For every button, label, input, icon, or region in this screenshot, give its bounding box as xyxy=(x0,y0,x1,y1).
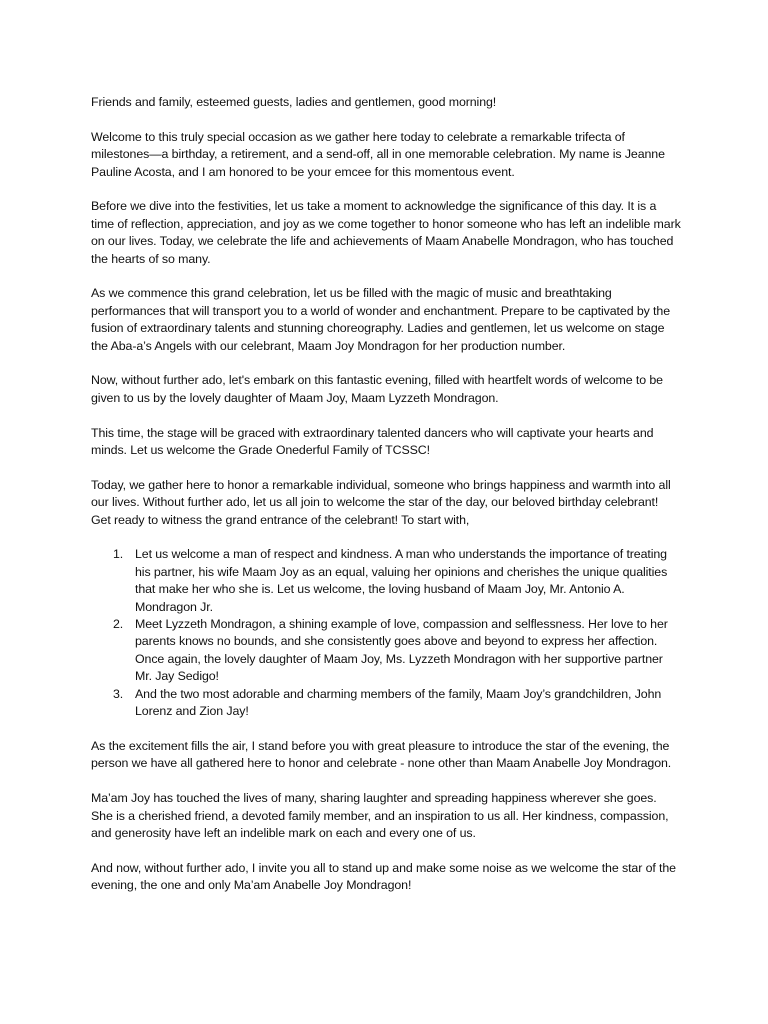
closing-paragraph: And now, without further ado, I invite you all to stand up and make some noise as we welcome the star of the evening, the one and only Ma’am Anabelle Joy Mondragon! xyxy=(91,860,676,893)
document-page xyxy=(91,94,681,912)
honor-paragraph: Today, we gather here to honor a remarkable individual, someone who brings happiness and warmth into all our lives. Without further ado, let us all join to welcome the star of the day, our beloved birthday celebrant! Get ready to witness the grand entrance of the celebrant! To start with, xyxy=(91,477,671,527)
welcome-words-paragraph: Now, without further ado, let's embark on this fantastic evening, filled with heartfelt words of welcome to be given to us by the lovely daughter of Maam Joy, Maam Lyzzeth Mondragon. xyxy=(91,373,663,405)
list-item-number: 3. xyxy=(113,686,124,701)
list-item-number: 2. xyxy=(113,617,124,632)
star-introduction-paragraph: As the excitement fills the air, I stand before you with great pleasure to introduce the star of the evening, the person we have all gathered here to honor and celebrate - none other than Maam Anabelle Joy Mondragon. xyxy=(91,738,672,771)
list-item-text: Meet Lyzzeth Mondragon, a shining example of love, compassion and selflessness. Her love to her parents knows no bounds, and she consistently goes above and beyond to express her affection. Once again, the lovely daughter of Maam Joy, Ms. Lyzzeth Mondragon with her supportive partner Mr. Jay Sedigo! xyxy=(135,617,668,684)
list-item-text: And the two most adorable and charming members of the family, Maam Joy’s grandchildren, John Lorenz and Zion Jay! xyxy=(135,686,662,719)
list-item xyxy=(91,686,681,721)
greeting-paragraph: Friends and family, esteemed guests, ladies and gentlemen, good morning! xyxy=(91,95,497,109)
significance-paragraph: Before we dive into the festivities, let us take a moment to acknowledge the significance of this day. It is a time of reflection, appreciation, and joy as we come together to honor someone who has left an indelible mark on our lives. Today, we celebrate the life and achievements of Maam Anabelle Mondragon, who has touched the hearts of so many. xyxy=(91,199,681,266)
production-number-paragraph: As we commence this grand celebration, let us be filled with the magic of music and breathtaking performances that will transport you to a world of wonder and enchantment. Prepare to be captivated by the fusion of extraordinary talents and stunning choreography. Ladies and gentlemen, let us welcome on stage the Aba-a’s Angels with our celebrant, Maam Joy Mondragon for her production number. xyxy=(91,286,670,353)
welcome-paragraph: Welcome to this truly special occasion as we gather here today to celebrate a remarkable trifecta of milestones—a birthday, a retirement, and a send-off, all in one memorable celebration. My name is Jeanne Pauline Acosta, and I am honored to be your emcee for this momentous event. xyxy=(91,129,665,179)
tribute-paragraph: Ma’am Joy has touched the lives of many, sharing laughter and spreading happiness wherever she goes. She is a cherished friend, a devoted family member, and an inspiration to us all. Her kindness, compassion, and generosity have left an indelible mark on each and every one of us. xyxy=(91,791,669,840)
dancers-paragraph: This time, the stage will be graced with extraordinary talented dancers who will captivate your hearts and minds. Let us welcome the Grade Onederful Family of TCSSC! xyxy=(91,425,654,458)
list-item-number: 1. xyxy=(113,547,124,562)
family-introduction-list xyxy=(91,546,681,720)
list-item xyxy=(91,616,681,686)
list-item xyxy=(91,546,681,616)
list-item-text: Let us welcome a man of respect and kindness. A man who understands the importance of treating his partner, his wife Maam Joy as an equal, valuing her opinions and cherishes the unique qualities that make her who she is. Let us welcome, the loving husband of Maam Joy, Mr. Antonio A. Mondragon Jr. xyxy=(135,547,668,614)
